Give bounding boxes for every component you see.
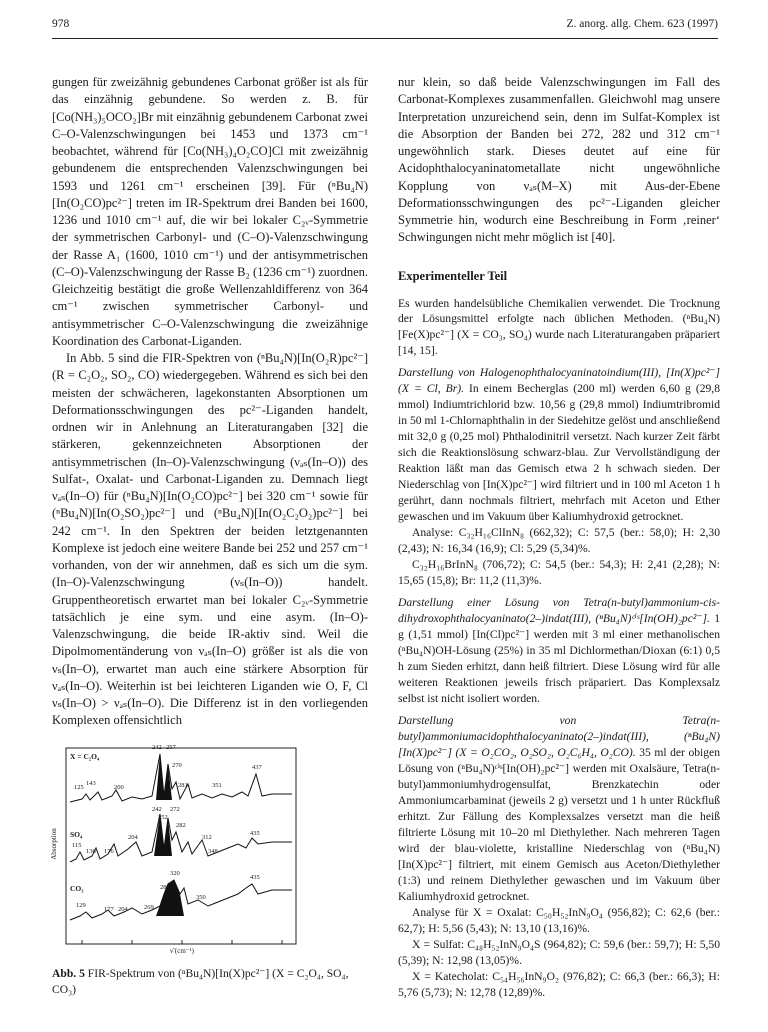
analysis-line: C₃₂H₁₆BrInN₈ (706,72); C: 54,5 (ber.: 54,3); H: 2,41 (2,28); N: 15,65 (15,8); Br: 11,2 (11,3)%. xyxy=(398,558,720,588)
peak-label: 242 xyxy=(152,744,162,751)
left-paragraph-2: In Abb. 5 sind die FIR-Spektren von (ⁿBu₄N)[In(O₂R)pc²⁻] (R = C₂O₂, SO₂, CO) wiedergegeben. Während es sich bei den meisten der schwächeren, lagekonstanten Absorptionen um Deformationsschwingungen des pc²⁻-Liganden handelt, ordnen wir in Anlehnung an Literaturangaben [32] die stärkeren, gekennzeichneten Absorptionen der antisymmetrischen (In–O)-Valenzschwingung (νₐₛ(In–O)) des Sulfat-, Oxalat- und Carbonat-Liganden zu. Demnach liegt νₐₛ(In–O) für (ⁿBu₄N)[In(O₂CO)pc²⁻] bei 320 cm⁻¹ sowie für (ⁿBu₄N)[In(O₂SO₂)pc²⁻] und (ⁿBu₄N)[In(O₂C₂O₂)pc²⁻] bei 242 cm⁻¹. In den Spektren der beiden letztgenannten Komplexe ist jedoch eine weitere Bande bei 252 und 257 cm⁻¹ vorhanden, von der wir annehmen, daß es sich um die sym. (In–O)-Valenzschwingung (νₛ(In–O)) handelt. Gruppentheoretisch erwartet man bei lokaler C₂ᵥ-Symmetrie tatsächlich je eine sym. und eine asym. (In–O)-Valenzschwingung, die beide IR-aktiv sind. Weil die Dipolmomentänderung von νₐₛ(In–O) größer ist als die von νₛ(In–O), erwartet man auch eine stärkere Absorption für νₐₛ(In–O). Weiterhin ist bei leichteren Liganden wie O, F, Cl νₛ(In–O) > νₐₛ(In–O). Die Differenz ist in den vorliegenden Komplexen offensichtlich xyxy=(52,351,368,728)
analysis-line: X = Sulfat: C₄₈H₅₂InN₉O₄S (964,82); C: 59,6 (ber.: 59,7); H: 5,50 (5,39); N: 12,98 (13,05)%. xyxy=(398,937,720,967)
figure-caption xyxy=(52,966,368,997)
peak-label: 176 xyxy=(104,848,114,855)
left-column xyxy=(52,74,368,730)
procedure-text: 1 g (1,51 mmol) [In(Cl)pc²⁻] werden mit 3 ml einer methanolischen (ⁿBu₄N)OH-Lösung (25%) in 35 ml Dichlormethan/Dioxan (6:1) 0,5 h zum Sieden erhitzt, dann heiß filtriert. Diese Lösung wird für alle weiteren Reaktionen jeweils frisch präpariert. Das Komplexsalz selbst ist nicht isoliert worden. xyxy=(398,612,720,706)
ir-spectrum-figure xyxy=(49,744,368,958)
procedure-halogeno xyxy=(398,365,720,525)
spectrum-label-so4: SO₄ xyxy=(70,830,83,839)
peak-label: 435 xyxy=(250,874,260,881)
right-column xyxy=(398,74,720,1001)
peak-label: 320 xyxy=(170,870,180,877)
procedure-text: 35 ml der obigen Lösung von (ⁿBu₄N)ᶜⁱˢ[In(OH)₂pc²⁻] werden mit Oxalsäure, Tetra(n-butyl)ammoniumhydrogensulfat, Brenzkatechin oder Ammoniumcarbaminat (jeweils 2 g) versetzt und 1 h unter Rückfluß erhitzt. Zur Fällung des Komplexsalzes versetzt man die heiß filtrierte Lösung mit 10–20 ml Diethylether. Nach mehreren Tagen wird der blau-violette, kristalline Niederschlag von (ⁿBu₄N)[In(X)pc²⁻] filtriert, mit einem Gemisch aus Aceton/Diethylether (1:3) und reinem Diethylether gewaschen und im Vakuum über Kaliumhydroxid getrocknet. xyxy=(398,746,720,903)
procedure-acido xyxy=(398,713,720,905)
peak-label: 115 xyxy=(72,842,82,849)
x-axis-label: ν̃ (cm⁻¹) xyxy=(170,947,194,955)
peak-label: 200 xyxy=(114,784,124,791)
peak-label: 257 xyxy=(166,744,176,751)
page-number: 978 xyxy=(52,18,70,30)
peak-label: 136 xyxy=(86,848,96,855)
peak-label: 252 xyxy=(158,814,168,821)
y-axis-label: Absorption xyxy=(49,828,58,860)
peak-label: 125 xyxy=(74,784,84,791)
peak-label: 281 xyxy=(178,782,188,789)
analysis-line: Analyse: C₃₂H₁₆ClInN₈ (662,32); C: 57,5 (ber.: 58,0); H: 2,30 (2,43); N: 16,34 (16,9); Cl: 5,29 (5,34)%. xyxy=(398,526,720,556)
spectrum-label-co3: CO₃ xyxy=(70,884,84,893)
procedure-dihydroxo xyxy=(398,595,720,707)
peak-label: 281 xyxy=(160,884,170,891)
peak-label: 282 xyxy=(176,822,186,829)
section-heading: Experimenteller Teil xyxy=(398,268,508,283)
peak-label: 177 xyxy=(104,906,114,913)
journal-citation: Z. anorg. allg. Chem. 623 (1997) xyxy=(566,18,718,30)
peak-label: 204 xyxy=(118,906,128,913)
peak-label: 269 xyxy=(144,904,154,911)
peak-label: 242 xyxy=(152,806,162,813)
peak-label: 143 xyxy=(86,780,96,787)
left-paragraph-1: gungen für zweizähnig gebundenes Carbonat größer ist als für das einzähnig gebundene. So werden z. B. für [Co(NH₃)₅OCO₂]Br mit einzähnig gebundenem Carbonat zwei C–O-Valenzschwingungen bei 1453 und 1373 cm⁻¹ beobachtet, während für [Co(NH₃)₄O₂CO]Cl mit zweizähnig gebundenem die entsprechenden Valenzschwingungen bei 1593 und 1261 cm⁻¹ erscheinen [39]. Für (ⁿBu₄N)[In(O₂CO)pc²⁻] treten im IR-Spektrum drei Banden bei 1600, 1236 und 1010 cm⁻¹ auf, die wir bei lokaler C₂ᵥ-Symmetrie der symmetrischen Carbonyl- und (C–O)-Valenzschwingung der Rasse A₁ (1600, 1010 cm⁻¹) und der antisymmetrischen (C–O)-Valenzschwingung der Rasse B₂ (1236 cm⁻¹) zuordnen. Gleichzeitig bestätigt die große Wellenzahldifferenz von 364 cm⁻¹ zwischen symmetrischer Carbonyl- und antisymmetrischer C–O-Valenzschwingung die zweizähnige Koordination des Carbonat-Liganden. xyxy=(52,75,368,348)
peak-label: 204 xyxy=(128,834,138,841)
peak-label: 270 xyxy=(172,762,182,769)
caption-label: Abb. 5 xyxy=(52,967,85,980)
procedure-title: Darstellung von Tetra(n-butyl)ammoniumacidophthalocyaninato(2–)indat(III), (ⁿBu₄N)[In(X)pc²⁻] (X = O₂CO₂, O₂SO₂, O₂C₆H₄, O₂CO). xyxy=(398,714,720,760)
peak-label: 129 xyxy=(76,902,86,909)
peak-label: 350 xyxy=(196,894,206,901)
header-rule xyxy=(52,38,718,39)
peak-label: 437 xyxy=(252,764,262,771)
right-intro-paragraph: nur klein, so daß beide Valenzschwingungen im Fall des Carbonat-Komplexes zusammenfallen. Gleichwohl mag unsere Interpretation unzureichend sein, denn im Sulfat-Komplex ist die Absorption der Banden bei 272, 282 und 312 cm⁻¹ ungewöhnlich stark. Dieses deutet auf eine für Acidophthalocyaninatometallate nicht ungewöhnliche Kopplung von νₐₛ(M–X) mit Aus-der-Ebene Deformationsschwingungen des pc²⁻-Liganden gleicher Symmetrie hin, wodurch eine Beschreibung in Form ‚reiner‘ Schwingungen nicht mehr möglich ist [40]. xyxy=(398,75,720,245)
spectrum-label-c2o4: X = C₂O₄ xyxy=(70,752,100,761)
peak-label: 351 xyxy=(212,782,222,789)
procedure-title: Darstellung von Halogenophthalocyaninatoindium(III), [In(X)pc²⁻] (X = Cl, Br). xyxy=(398,366,720,396)
procedure-title: Darstellung einer Lösung von Tetra(n-butyl)ammonium-cis-dihydroxophthalocyaninato(2–)indat(III), (ⁿBu₄N)ᶜⁱˢ[In(OH)₂pc²⁻]. xyxy=(398,596,720,626)
peak-label: 272 xyxy=(170,806,180,813)
experimental-intro: Es wurden handelsübliche Chemikalien verwendet. Die Trocknung der Lösungsmittel erfolgte nach üblichen Methoden. (ⁿBu₄N)[Fe(X)pc²⁻] (X = CO₃, SO₄) wurde nach Literaturangaben präpariert [14, 15]. xyxy=(398,296,720,358)
peak-label: 435 xyxy=(250,830,260,837)
peak-label: 312 xyxy=(202,834,212,841)
analysis-line: X = Katecholat: C₅₄H₅₆InN₉O₂ (976,82); C: 66,3 (ber.: 66,3); H: 5,76 (5,73); N: 12,78 (12,89)%. xyxy=(398,969,720,999)
peak-label: 348 xyxy=(208,848,218,855)
analysis-line: Analyse für X = Oxalat: C₅₀H₅₂InN₉O₄ (956,82); C: 62,6 (ber.: 62,7); H: 5,56 (5,43); N: 13,10 (13,16)%. xyxy=(398,905,720,935)
procedure-text: In einem Becherglas (200 ml) werden 6,60 g (29,8 mmol) Indiumtrichlorid bzw. 10,56 g (29,8 mmol) Indiumtribromid in 50 ml 1-Chlornaphthalin in der Siedehitze gelöst und anschließend mit 32,0 g (0,25 mol) Phthalodinitril versetzt. Nach kurzer Zeit färbt sich die Reaktionslösung schwarz-blau. Zur Vervollständigung der Reaktion läßt man das Gemisch etwa 2 h schwach sieden. Der Niederschlag von [In(X)pc²⁻] wird filtriert und in 100 ml Aceton 1 h gerührt, dann nochmals filtriert, mehrfach mit Aceton und Ether gewaschen und im Vakuum über Kaliumhydroxid getrocknet. xyxy=(398,382,720,524)
caption-text: FIR-Spektrum von (ⁿBu₄N)[In(X)pc²⁻] (X = C₂O₄, SO₄, CO₃) xyxy=(52,967,349,996)
